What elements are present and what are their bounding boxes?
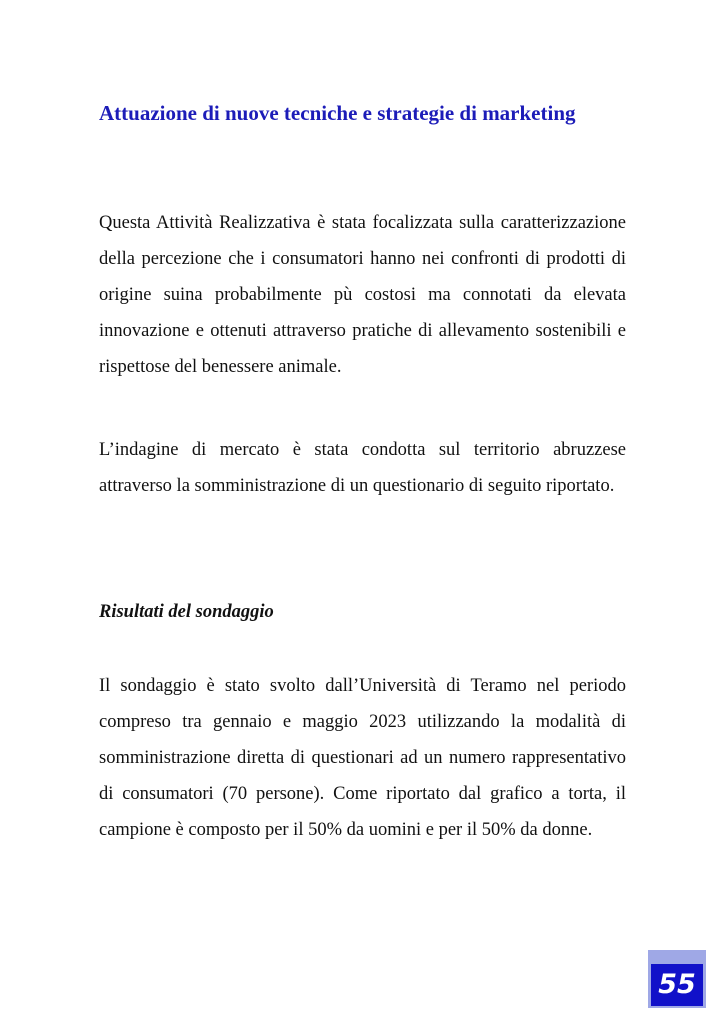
subsection-heading: Risultati del sondaggio [99,602,274,622]
paragraph-intro: Questa Attività Realizzativa è stata focalizzata sulla caratterizzazione della percezione che i consumatori hanno nei confronti di prodotti di origine suina probabilmente pù costosi ma connotati da elevata innovazione e ottenuti attraverso pratiche di allevamento sostenibili e rispettose del benessere animale. [99,213,626,377]
section-heading: Attuazione di nuove tecniche e strategie di marketing [99,101,576,125]
page-number: 55 [651,964,703,1006]
page-number-badge [648,950,706,1008]
paragraph-results: Il sondaggio è stato svolto dall’Università di Teramo nel periodo compreso tra gennaio e maggio 2023 utilizzando la modalità di somministrazione diretta di questionari ad un numero rappresentativo di consumatori (70 persone). Come riportato dal grafico a torta, il campione è composto per il 50% da uomini e per il 50% da donne. [99,676,626,840]
paragraph-survey-method: L’indagine di mercato è stata condotta sul territorio abruzzese attraverso la somministrazione di un questionario di seguito riportato. [99,440,626,496]
